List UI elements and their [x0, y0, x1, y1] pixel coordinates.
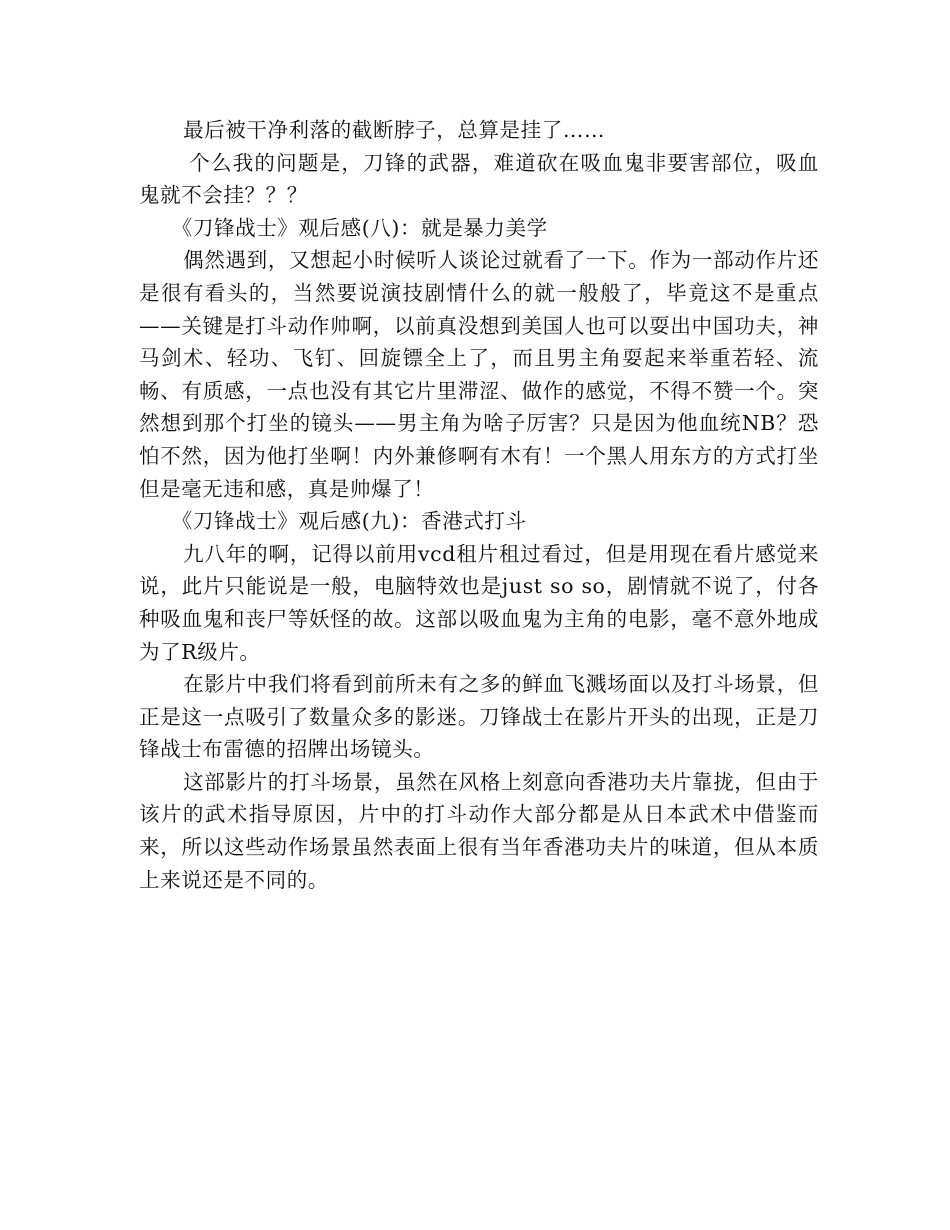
section-heading-8: 《刀锋战士》观后感(八)：就是暴力美学 [171, 215, 548, 240]
paragraph-question: 个么我的问题是，刀锋的武器，难道砍在吸血鬼非要害部位，吸血鬼就不会挂？？？ [139, 150, 819, 208]
paragraph-ending-line: 最后被干净利落的截断脖子，总算是挂了…… [183, 118, 606, 142]
paragraph-review-9-blood: 在影片中我们将看到前所未有之多的鲜血飞溅场面以及打斗场景，但正是这一点吸引了数量众多的影迷。刀锋战士在影片开头的出现，正是刀锋战士布雷德的招牌出场镜头。 [139, 672, 819, 762]
document-body [139, 114, 819, 896]
paragraph-review-9-intro: 九八年的啊，记得以前用vcd租片租过看过，但是用现在看片感觉来说，此片只能说是一般，电脑特效也是just so so，剧情就不说了，付各种吸血鬼和丧尸等妖怪的故。这部以吸血鬼为主角的电影，毫不意外地成为了R级片。 [139, 541, 819, 664]
paragraph-review-9-fighting: 这部影片的打斗场景，虽然在风格上刻意向香港功夫片靠拢，但由于该片的武术指导原因，片中的打斗动作大部分都是从日本武术中借鉴而来，所以这些动作场景虽然表面上很有当年香港功夫片的味道，但从本质上来说还是不同的。 [139, 769, 819, 892]
paragraph-review-8: 偶然遇到，又想起小时候听人谈论过就看了一下。作为一部动作片还是很有看头的，当然要说演技剧情什么的就一般般了，毕竟这不是重点——关键是打斗动作帅啊，以前真没想到美国人也可以耍出中国功夫，神马剑术、轻功、飞钉、回旋镖全上了，而且男主角耍起来举重若轻、流畅、有质感，一点也没有其它片里滞涩、做作的感觉，不得不赞一个。突然想到那个打坐的镜头——男主角为啥子厉害？只是因为他血统NB？恐怕不然，因为他打坐啊！内外兼修啊有木有！一个黑人用东方的方式打坐但是毫无违和感，真是帅爆了！ [139, 248, 819, 501]
section-heading-9: 《刀锋战士》观后感(九)：香港式打斗 [171, 509, 527, 534]
